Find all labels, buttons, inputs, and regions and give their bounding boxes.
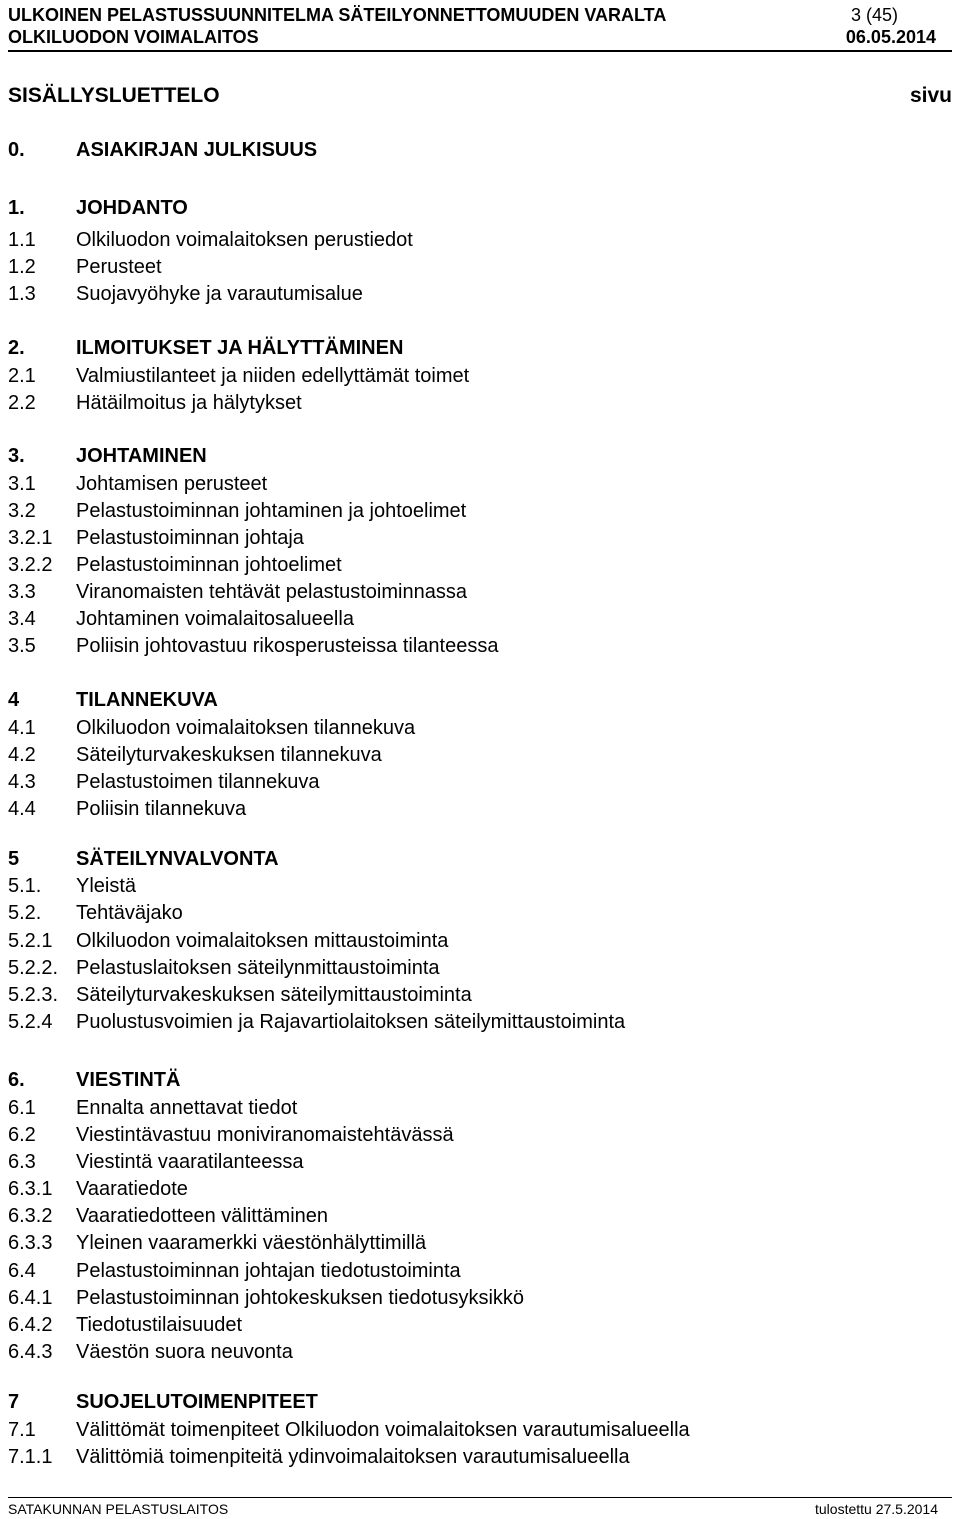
toc-entry-text: JOHDANTO <box>76 197 188 219</box>
toc-entry <box>8 526 304 550</box>
toc-entry <box>8 874 136 898</box>
toc-entry <box>8 1340 293 1364</box>
toc-entry-text: Olkiluodon voimalaitoksen mittaustoiminta <box>76 930 449 952</box>
toc-entry <box>8 770 319 794</box>
toc-entry-number: 4 <box>8 689 20 711</box>
toc-entry-text: Tehtäväjako <box>76 902 183 924</box>
toc-entry-number: 2. <box>8 337 25 359</box>
toc-section-heading <box>8 336 403 360</box>
toc-entry-text: Ennalta annettavat tiedot <box>76 1097 298 1119</box>
toc-entry-number: 5.2.3. <box>8 984 59 1006</box>
toc-entry <box>8 797 246 821</box>
toc-entry-text: Viestintä vaaratilanteessa <box>76 1151 304 1173</box>
toc-entry-text: Säteilyturvakeskuksen tilannekuva <box>76 744 382 766</box>
page-header <box>8 4 952 48</box>
toc-entry <box>8 1418 690 1442</box>
organization-name: OLKILUODON VOIMALAITOS <box>8 27 259 47</box>
toc-entry <box>8 364 469 388</box>
toc-entry <box>8 929 448 953</box>
toc-section-heading <box>8 1068 180 1092</box>
toc-entry-number: 6.3.1 <box>8 1178 53 1200</box>
toc-entry-text: TILANNEKUVA <box>76 689 218 711</box>
toc-entry-text: Säteilyturvakeskuksen säteilymittaustoiminta <box>76 984 472 1006</box>
toc-entry-text: Johtamisen perusteet <box>76 473 268 495</box>
toc-entry-text: Poliisin johtovastuu rikosperusteissa tilanteessa <box>76 635 499 657</box>
toc-entry <box>8 472 267 496</box>
toc-entry-number: 6.3 <box>8 1151 36 1173</box>
toc-entry-text: Suojavyöhyke ja varautumisalue <box>76 283 363 305</box>
toc-entry-text: Hätäilmoitus ja hälytykset <box>76 392 302 414</box>
toc-entry <box>8 1204 328 1228</box>
toc-entry <box>8 1286 524 1310</box>
toc-entry <box>8 1150 304 1174</box>
toc-entry-number: 1.1 <box>8 229 36 251</box>
toc-section-heading <box>8 688 218 712</box>
toc-entry <box>8 553 342 577</box>
toc-entry-number: 5.2.4 <box>8 1011 53 1033</box>
toc-entry-text: SÄTEILYNVALVONTA <box>76 848 279 870</box>
toc-entry-number: 6.4.3 <box>8 1341 53 1363</box>
toc-entry-number: 6.1 <box>8 1097 36 1119</box>
toc-entry-text: Yleinen vaaramerkki väestönhälyttimillä <box>76 1232 427 1254</box>
toc-entry-text: Pelastustoiminnan johtajan tiedotustoiminta <box>76 1260 461 1282</box>
toc-entry-text: JOHTAMINEN <box>76 445 207 467</box>
toc-entry <box>8 499 466 523</box>
toc-entry-number: 4.3 <box>8 771 36 793</box>
toc-entry-number: 5 <box>8 848 20 870</box>
toc-entry-text: Väestön suora neuvonta <box>76 1341 293 1363</box>
footer-print-date: tulostettu 27.5.2014 <box>815 1501 938 1517</box>
toc-entry-number: 3.4 <box>8 608 36 630</box>
toc-entry <box>8 1123 454 1147</box>
toc-entry <box>8 901 183 925</box>
toc-entry <box>8 1259 461 1283</box>
header-divider <box>8 50 952 52</box>
toc-entry <box>8 580 467 604</box>
toc-entry-text: Puolustusvoimien ja Rajavartiolaitoksen säteilymittaustoiminta <box>76 1011 626 1033</box>
toc-entry-number: 7.1.1 <box>8 1446 53 1468</box>
toc-entry-text: Perusteet <box>76 256 162 278</box>
toc-entry-number: 3. <box>8 445 25 467</box>
toc-entry <box>8 607 354 631</box>
toc-entry <box>8 255 162 279</box>
toc-entry-text: Olkiluodon voimalaitoksen tilannekuva <box>76 717 416 739</box>
toc-entry-text: Pelastuslaitoksen säteilynmittaustoiminta <box>76 957 440 979</box>
toc-entry-number: 5.1. <box>8 875 42 897</box>
toc-entry-text: Välittömiä toimenpiteitä ydinvoimalaitoksen varautumisalueella <box>76 1446 630 1468</box>
toc-entry <box>8 716 415 740</box>
toc-section-heading <box>8 847 279 871</box>
toc-entry-text: SUOJELUTOIMENPITEET <box>76 1391 318 1413</box>
toc-entry-number: 3.2.1 <box>8 527 53 549</box>
toc-entry <box>8 1445 630 1469</box>
toc-section-heading <box>8 138 317 162</box>
toc-entry-number: 5.2.2. <box>8 957 59 979</box>
toc-entry-text: Välittömät toimenpiteet Olkiluodon voimalaitoksen varautumisalueella <box>76 1419 690 1441</box>
toc-entry-text: Vaaratiedote <box>76 1178 188 1200</box>
toc-entry-text: Pelastustoimen tilannekuva <box>76 771 320 793</box>
toc-entry-number: 3.2 <box>8 500 36 522</box>
toc-entry-text: Johtaminen voimalaitosalueella <box>76 608 354 630</box>
toc-entry-number: 3.2.2 <box>8 554 53 576</box>
toc-entry-text: Olkiluodon voimalaitoksen perustiedot <box>76 229 413 251</box>
toc-entry-number: 3.3 <box>8 581 36 603</box>
toc-entry-text: Vaaratiedotteen välittäminen <box>76 1205 329 1227</box>
toc-entry <box>8 391 302 415</box>
toc-entry-text: ASIAKIRJAN JULKISUUS <box>76 139 318 161</box>
footer-organization: SATAKUNNAN PELASTUSLAITOS <box>8 1501 229 1517</box>
toc-entry-number: 4.4 <box>8 798 36 820</box>
document-date: 06.05.2014 <box>845 27 936 47</box>
toc-section-heading <box>8 196 188 220</box>
toc-entry <box>8 1177 188 1201</box>
toc-entry <box>8 1096 297 1120</box>
toc-entry-number: 6.3.2 <box>8 1205 53 1227</box>
toc-entry-number: 6.3.3 <box>8 1232 53 1254</box>
toc-entry-number: 6. <box>8 1069 25 1091</box>
toc-entry-number: 4.1 <box>8 717 36 739</box>
toc-entry-number: 0. <box>8 139 25 161</box>
toc-entry-number: 5.2. <box>8 902 42 924</box>
toc-entry-number: 5.2.1 <box>8 930 53 952</box>
toc-entry <box>8 228 413 252</box>
toc-entry <box>8 983 472 1007</box>
toc-entry-number: 1. <box>8 197 25 219</box>
toc-entry-text: Pelastustoiminnan johtokeskuksen tiedotusyksikkö <box>76 1287 525 1309</box>
toc-entry-text: Poliisin tilannekuva <box>76 798 247 820</box>
toc-entry <box>8 956 440 980</box>
toc-entry <box>8 743 382 767</box>
toc-entry <box>8 1010 625 1034</box>
toc-entry-text: Viestintävastuu moniviranomaistehtävässä <box>76 1124 454 1146</box>
toc-entry-text: Tiedotustilaisuudet <box>76 1314 243 1336</box>
toc-entry-text: Pelastustoiminnan johtoelimet <box>76 554 342 576</box>
toc-entry <box>8 1313 242 1337</box>
toc-entry-text: ILMOITUKSET JA HÄLYTTÄMINEN <box>76 337 404 359</box>
toc-entry-number: 1.2 <box>8 256 36 278</box>
toc-entry <box>8 282 363 306</box>
toc-entry-text: Pelastustoiminnan johtaminen ja johtoelimet <box>76 500 467 522</box>
toc-title: SISÄLLYSLUETTELO <box>8 84 220 107</box>
toc-page-column-label: sivu <box>909 84 952 107</box>
toc-entry-number: 6.4 <box>8 1260 36 1282</box>
toc-entry-number: 6.2 <box>8 1124 36 1146</box>
toc-entry-number: 2.2 <box>8 392 36 414</box>
toc-entry <box>8 1231 426 1255</box>
toc-entry-number: 2.1 <box>8 365 36 387</box>
toc-entry-number: 6.4.2 <box>8 1314 53 1336</box>
toc-entry-number: 7 <box>8 1391 20 1413</box>
footer-divider <box>8 1497 952 1498</box>
toc-entry-text: Viranomaisten tehtävät pelastustoiminnassa <box>76 581 467 603</box>
toc-entry-text: VIESTINTÄ <box>76 1069 181 1091</box>
toc-entry-number: 4.2 <box>8 744 36 766</box>
toc-section-heading <box>8 1390 318 1414</box>
toc-entry-text: Yleistä <box>76 875 137 897</box>
toc-entry-number: 3.5 <box>8 635 36 657</box>
toc-entry <box>8 634 498 658</box>
toc-entry-text: Valmiustilanteet ja niiden edellyttämät toimet <box>76 365 470 387</box>
toc-entry-number: 6.4.1 <box>8 1287 53 1309</box>
toc-entry-number: 1.3 <box>8 283 36 305</box>
page-number: 3 (45) <box>850 5 898 25</box>
toc-entry-number: 3.1 <box>8 473 36 495</box>
toc-entry-text: Pelastustoiminnan johtaja <box>76 527 304 549</box>
toc-entry-number: 7.1 <box>8 1419 36 1441</box>
document-title: ULKOINEN PELASTUSSUUNNITELMA SÄTEILYONNETTOMUUDEN VARALTA <box>8 5 667 25</box>
toc-section-heading <box>8 444 207 468</box>
